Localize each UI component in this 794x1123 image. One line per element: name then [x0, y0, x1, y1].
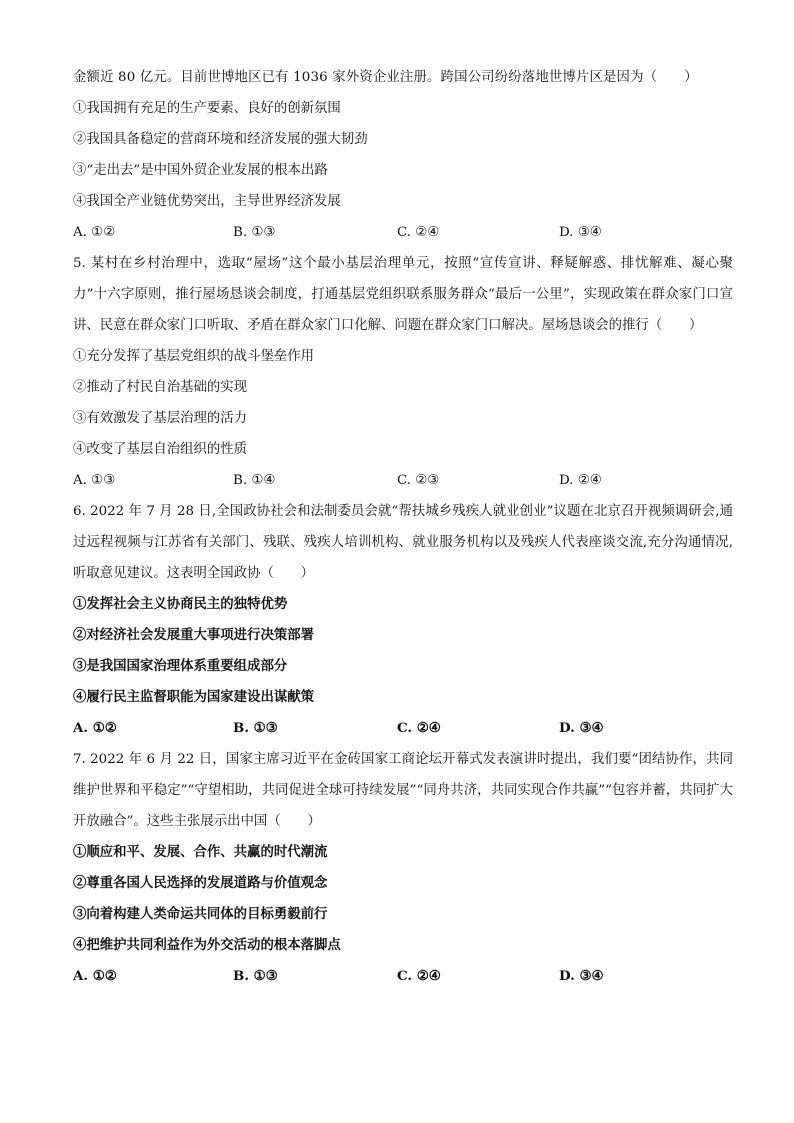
- choice-d: D. ③④: [559, 968, 604, 984]
- question-6-option-4: ④履行民主监督职能为国家建设出谋献策: [73, 689, 315, 705]
- question-5-option-2: ②推动了村民自治基础的实现: [73, 380, 248, 395]
- choice-b: B. ①③: [233, 720, 278, 736]
- choice-a: A. ①②: [73, 225, 116, 240]
- choice-b: B. ①④: [233, 473, 276, 488]
- exam-page: [73, 62, 733, 992]
- choice-c: C. ②④: [397, 968, 441, 984]
- question-6-option-2: ②对经济社会发展重大事项进行决策部署: [73, 627, 315, 643]
- choice-c: C. ②④: [397, 720, 441, 736]
- question-4-option-2: ②我国具备稳定的营商环境和经济发展的强大韧劲: [73, 132, 368, 147]
- question-5-option-1: ①充分发挥了基层党组织的战斗堡垒作用: [73, 349, 315, 364]
- choice-a: A. ①②: [73, 968, 117, 984]
- question-6-stem: 6. 2022 年 7 月 28 日,全国政协社会和法制委员会就“帮扶城乡残疾人就业创业”议题在北京召开视频调研会,通过远程视频与江苏省有关部门、残联、残疾人培训机构、就业服务机构以及残疾人代表座谈交流,充分沟通情况,听取意见建议。这表明全国政协（ ）: [73, 504, 733, 581]
- choice-a: A. ①②: [73, 720, 117, 736]
- question-7-option-3: ③向着构建人类命运共同体的目标勇毅前行: [73, 906, 328, 922]
- question-7: [73, 744, 733, 992]
- question-7-choices: [73, 961, 733, 992]
- choice-b: B. ①③: [233, 968, 278, 984]
- question-5: [73, 248, 733, 496]
- question-6-option-1: ①发挥社会主义协商民主的独特优势: [73, 596, 288, 612]
- question-7-option-4: ④把维护共同利益作为外交活动的根本落脚点: [73, 937, 341, 953]
- question-4: [73, 62, 733, 248]
- question-5-stem: 5. 某村在乡村治理中，选取“屋场”这个最小基层治理单元，按照“宣传宣讲、释疑解惑、排忧解难、凝心聚力”十六字原则，推行屋场恳谈会制度，打通基层党组织联系服务群众“最后一公里”，实现政策在群众家门口宣讲、民意在群众家门口听取、矛盾在群众家门口化解、问题在群众家门口解决。屋场恳谈会的推行（ ）: [73, 256, 733, 333]
- question-4-choices: [73, 217, 733, 248]
- question-4-stem: 金额近 80 亿元。目前世博地区已有 1036 家外资企业注册。跨国公司纷纷落地世博片区是因为（ ）: [73, 70, 698, 85]
- choice-a: A. ①③: [73, 473, 116, 488]
- choice-d: D. ②④: [559, 473, 602, 488]
- question-7-stem: 7. 2022 年 6 月 22 日，国家主席习近平在金砖国家工商论坛开幕式发表演讲时提出，我们要“团结协作，共同维护世界和平稳定”“守望相助，共同促进全球可持续发展”“同舟共济，共同实现合作共赢”“包容并蓄，共同扩大开放融合”。这些主张展示出中国（ ）: [73, 752, 733, 829]
- question-5-option-3: ③有效激发了基层治理的活力: [73, 411, 248, 426]
- question-6: [73, 496, 733, 744]
- choice-c: C. ②③: [397, 473, 440, 488]
- question-6-choices: [73, 713, 733, 744]
- question-6-option-3: ③是我国国家治理体系重要组成部分: [73, 658, 288, 674]
- question-5-choices: [73, 465, 733, 496]
- choice-c: C. ②④: [397, 225, 440, 240]
- choice-d: D. ③④: [559, 720, 604, 736]
- choice-b: B. ①③: [233, 225, 276, 240]
- choice-d: D. ③④: [559, 225, 602, 240]
- question-4-option-4: ④我国全产业链优势突出，主导世界经济发展: [73, 194, 341, 209]
- question-5-option-4: ④改变了基层自治组织的性质: [73, 442, 248, 457]
- question-4-option-3: ③“走出去”是中国外贸企业发展的根本出路: [73, 163, 328, 178]
- question-7-option-1: ①顺应和平、发展、合作、共赢的时代潮流: [73, 844, 328, 860]
- question-7-option-2: ②尊重各国人民选择的发展道路与价值观念: [73, 875, 328, 891]
- question-4-option-1: ①我国拥有充足的生产要素、良好的创新氛围: [73, 101, 341, 116]
